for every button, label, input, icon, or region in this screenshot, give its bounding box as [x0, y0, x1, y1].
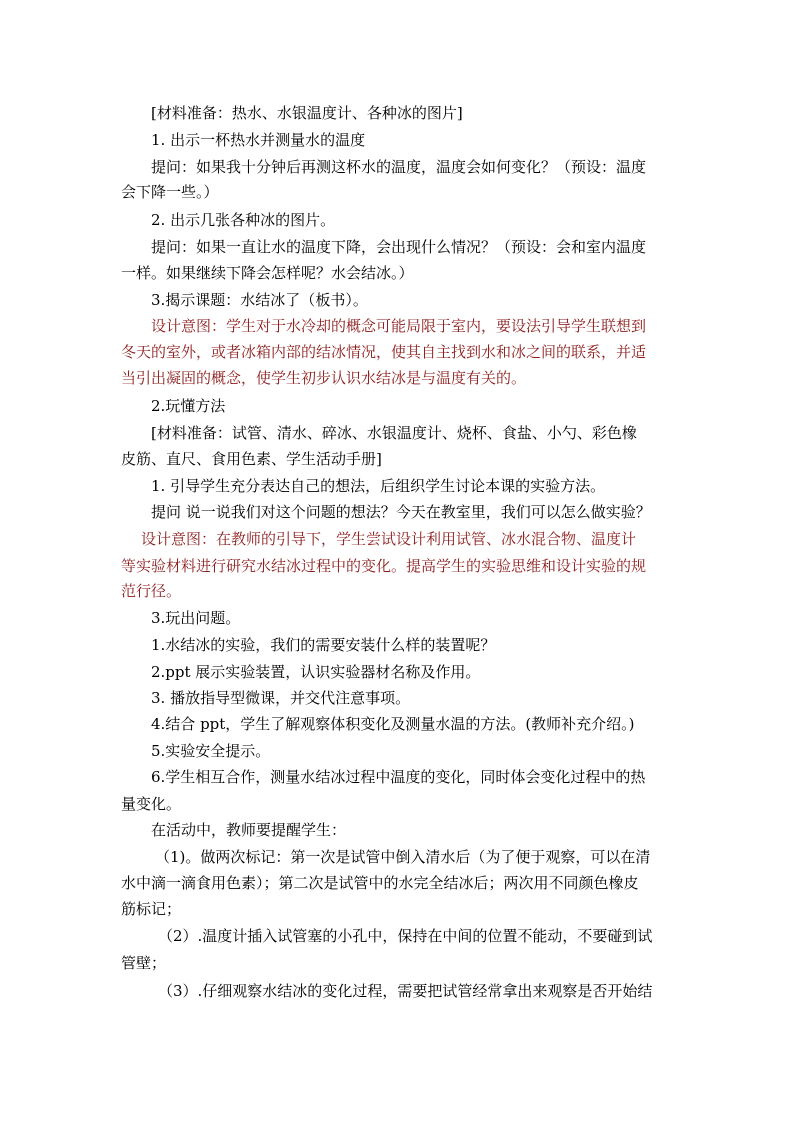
step-3-reveal-topic: 3.揭示课题：水结冰了（板书）。: [151, 291, 368, 309]
item-3-micro-lesson: 3. 播放指导型微课，并交代注意事项。: [151, 689, 411, 707]
question-1-line-1: 提问：如果我十分钟后再测这杯水的温度，温度会如何变化？（预设：温度: [151, 158, 647, 176]
reminder-1-line-2: 水中滴一滴食用色素）；第二次是试管中的水完全结冰后；两次用不同颜色橡皮: [121, 874, 639, 892]
materials-prep-2-line-1: [材料准备：试管、清水、碎冰、水银温度计、烧杯、食盐、小勺、彩色橡: [151, 424, 637, 442]
item-1-setup-question: 1.水结冰的实验，我们的需要安装什么样的装置呢？: [151, 636, 496, 654]
section-3-heading: 3.玩出问题。: [151, 609, 241, 627]
reminder-1-line-1: （1)。做两次标记：第一次是试管中倒入清水后（为了便于观察，可以在清: [155, 848, 651, 866]
reminder-2-line-1: （2）.温度计插入试管塞的小孔中，保持在中间的位置不能动，不要碰到试: [158, 927, 653, 945]
materials-prep-1: [材料准备：热水、水银温度计、各种冰的图片]: [151, 104, 463, 122]
reminder-3-line-1: （3）.仔细观察水结冰的变化过程，需要把试管经常拿出来观察是否开始结: [158, 982, 653, 1000]
item-4-ppt-methods: 4.结合 ppt，学生了解观察体积变化及测量水温的方法。(教师补充介绍。): [151, 715, 635, 733]
question-3: 提问 说一说我们对这个问题的想法？今天在教室里，我们可以怎么做实验？: [151, 503, 651, 521]
question-2-line-2: 一样。如果继续下降会怎样呢？水会结冰。）: [121, 264, 414, 282]
design-intent-1-line-2: 冬天的室外，或者冰箱内部的结冰情况，使其自主找到水和冰之间的联系，并适: [121, 343, 647, 361]
reminder-2-line-2: 管壁；: [121, 954, 167, 972]
design-intent-2-line-1: 设计意图：在教师的引导下，学生尝试设计利用试管、冰水混合物、温度计: [141, 530, 637, 548]
design-intent-2-line-2: 等实验材料进行研究水结冰过程中的变化。提高学生的实验思维和设计实验的规: [121, 557, 647, 575]
step-1-discuss-methods: 1. 引导学生充分表达自己的想法，后组织学生讨论本课的实验方法。: [151, 477, 606, 495]
step-1-show-hot-water: 1. 出示一杯热水并测量水的温度: [151, 131, 366, 149]
item-2-ppt-show: 2.ppt 展示实验装置，认识实验器材名称及作用。: [151, 663, 481, 681]
question-1-line-2: 会下降一些。）: [121, 183, 219, 201]
design-intent-1-line-3: 当引出凝固的概念，使学生初步认识水结冰是与温度有关的。: [121, 369, 527, 387]
item-6-line-1: 6.学生相互合作，测量水结冰过程中温度的变化，同时体会变化过程中的热: [151, 768, 646, 786]
step-2-show-ice-pictures: 2. 出示几张各种冰的图片。: [151, 211, 336, 229]
section-2-heading: 2.玩懂方法: [151, 397, 226, 415]
item-6-line-2: 量变化。: [121, 795, 182, 813]
design-intent-1-line-1: 设计意图：学生对于水冷却的概念可能局限于室内，要设法引导学生联想到: [151, 317, 647, 335]
materials-prep-2-line-2: 皮筋、直尺、食用色素、学生活动手册]: [121, 450, 382, 468]
item-5-safety: 5.实验安全提示。: [151, 742, 271, 760]
question-2-line-1: 提问：如果一直让水的温度下降，会出现什么情况？（预设：会和室内温度: [151, 238, 647, 256]
reminder-intro: 在活动中，教师要提醒学生：: [151, 821, 347, 839]
reminder-1-line-3: 筋标记；: [121, 900, 182, 918]
design-intent-2-line-3: 范行径。: [121, 582, 182, 600]
